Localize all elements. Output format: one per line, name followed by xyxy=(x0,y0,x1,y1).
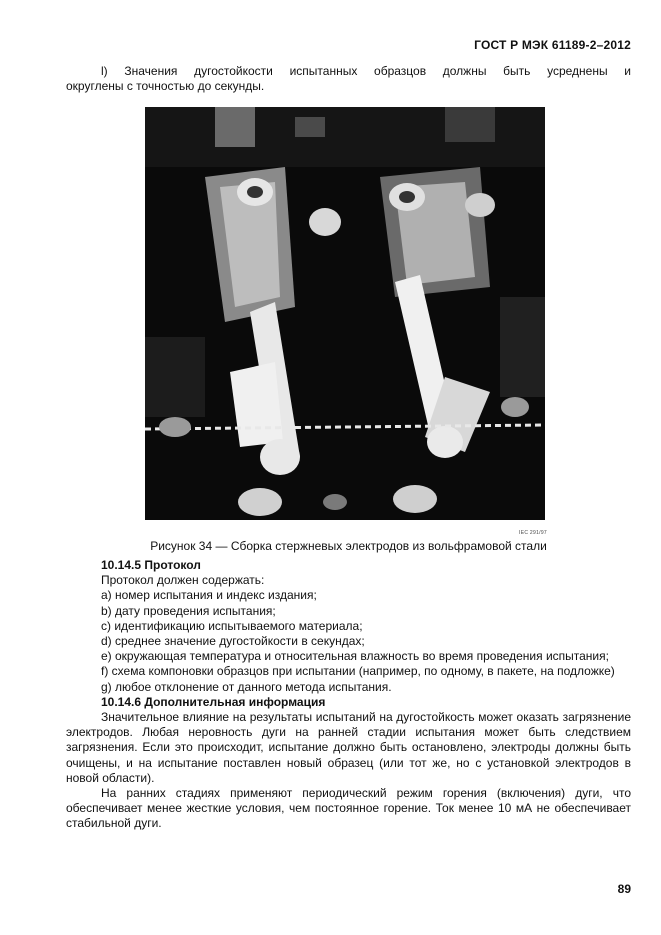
protocol-item-e: e) окружающая температура и относительная влажность во время проведения испытания; xyxy=(101,649,609,664)
protocol-section xyxy=(66,558,631,832)
additional-paragraph-2: На ранних стадиях применяют периодический режим горения (включения) дуги, что обеспечивает менее жесткие условия, чем постоянное горение. Ток менее 10 мА не обеспечивает стабильной дуги. xyxy=(66,786,631,831)
protocol-item-b: b) дату проведения испытания; xyxy=(101,603,276,618)
document-header: ГОСТ Р МЭК 61189-2–2012 xyxy=(474,38,631,52)
additional-heading: 10.14.6 Дополнительная информация xyxy=(101,694,326,709)
page-number: 89 xyxy=(617,882,631,896)
protocol-item-c: c) идентификацию испытываемого материала; xyxy=(101,618,363,633)
additional-paragraph-1: Значительное влияние на результаты испытаний на дугостойкость может оказать загрязнение электродов. Любая неровность дуги на ранней стадии испытания может быть следствием загрязнения. Если это происходит, испытание должно быть остановлено, электроды должны быть очищены, и на испытание поставлен новый образец (или тот же, но с установкой электродов в новой области). xyxy=(66,710,631,785)
protocol-heading: 10.14.5 Протокол xyxy=(101,558,201,572)
figure-caption: Рисунок 34 — Сборка стержневых электродов из вольфрамовой стали xyxy=(150,539,547,553)
intro-line-1: l) Значения дугостойкости испытанных образцов должны быть усреднены и xyxy=(101,64,631,78)
intro-block xyxy=(66,64,631,94)
iec-reference: IEC 291/97 xyxy=(519,530,548,536)
protocol-item-g: g) любое отклонение от данного метода испытания. xyxy=(101,679,392,694)
protocol-item-f: f) схема компоновки образцов при испытании (например, по одному, в пакете, на подложке) xyxy=(101,664,615,679)
electrode-assembly-photo xyxy=(145,107,545,520)
protocol-lead: Протокол должен содержать: xyxy=(101,573,265,588)
intro-line-2: округлены с точностью до секунды. xyxy=(66,79,265,94)
protocol-item-a: a) номер испытания и индекс издания; xyxy=(101,588,317,603)
protocol-item-d: d) среднее значение дугостойкости в секундах; xyxy=(101,634,365,649)
